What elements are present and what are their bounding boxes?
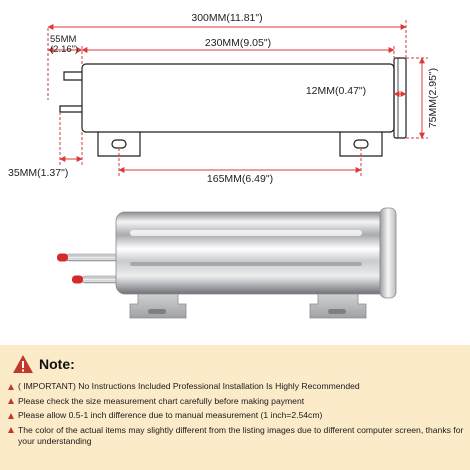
upper-pipe-outline: [64, 72, 82, 80]
cap-outline: [394, 58, 406, 138]
photo-upper-pipe: [57, 254, 120, 262]
inlet-offset-in-label: (2.16"): [50, 44, 79, 55]
photo-lower-pipe: [72, 276, 122, 284]
bullet-warning-icon: [8, 427, 14, 433]
bullet-warning-icon: [8, 384, 14, 390]
note-panel: [0, 345, 470, 470]
tank-outline-drawing: [60, 58, 406, 156]
right-bracket-slot: [354, 140, 368, 148]
note-list: [8, 381, 466, 451]
left-bracket-outline: [98, 132, 140, 156]
bracket-spacing-label: 165MM(6.49"): [206, 173, 274, 185]
right-bracket-outline: [340, 132, 382, 156]
note-title: Note:: [39, 356, 75, 372]
lower-hose-tip: [72, 276, 83, 284]
lower-pipe-outline: [60, 106, 82, 112]
note-item: Please allow 0.5-1 inch difference due to manual measurement (1 inch=2.54cm): [8, 410, 466, 422]
note-item: The color of the actual items may slightly different from the listing images due to different computer screen, thanks for your understanding: [8, 425, 466, 448]
warning-icon: [12, 354, 34, 374]
bracket-offset-label: 35MM(1.37"): [8, 167, 69, 179]
bullet-warning-icon: [8, 413, 14, 419]
inlet-offset-mm-label: 55MM: [50, 34, 77, 45]
note-header: [12, 353, 75, 375]
left-bracket-slot: [112, 140, 126, 148]
tube-length-label: 230MM(9.05"): [204, 37, 272, 49]
photo-tube: [116, 212, 388, 294]
cap-depth-label: 12MM(0.47"): [305, 85, 367, 97]
bullet-warning-icon: [8, 398, 14, 404]
photo-cap: [380, 208, 396, 298]
upper-hose-tip: [57, 254, 68, 262]
note-item: Please check the size measurement chart carefully before making payment: [8, 396, 466, 408]
note-item: ( IMPORTANT) No Instructions Included Professional Installation Is Highly Recommended: [8, 381, 466, 393]
tube-outline: [82, 64, 394, 132]
overall-length-label: 300MM(11.81"): [191, 12, 263, 24]
diameter-label: 75MM(2.95"): [427, 67, 439, 129]
product-photo: [57, 208, 396, 318]
